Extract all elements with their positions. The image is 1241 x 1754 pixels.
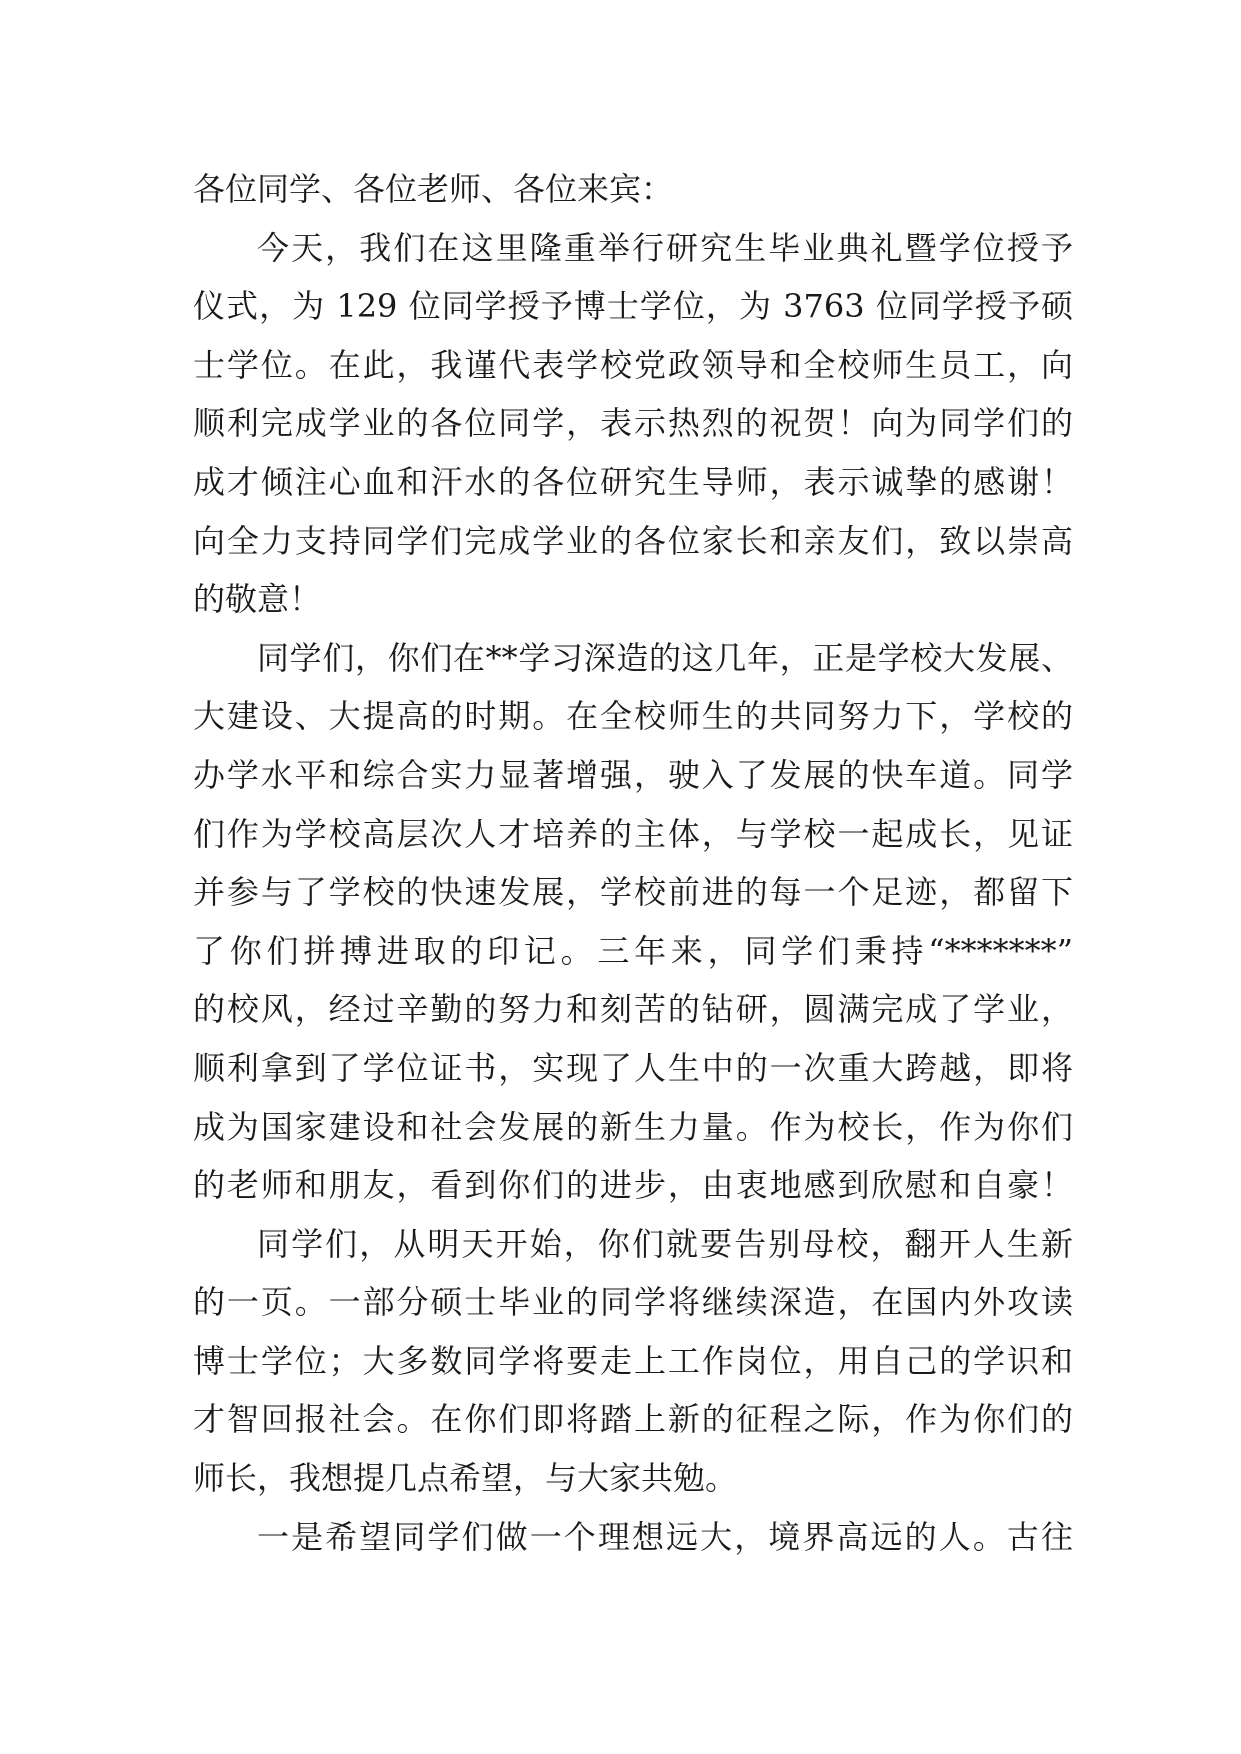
text-line: 士学位。在此，我谨代表学校党政领导和全校师生员工，向 (193, 345, 1073, 384)
text-line: 同学们，你们在**学习深造的这几年，正是学校大发展、 (257, 638, 1073, 677)
text-line: 顺利拿到了学位证书，实现了人生中的一次重大跨越，即将 (193, 1048, 1073, 1087)
text-line: 才智回报社会。在你们即将踏上新的征程之际，作为你们的 (193, 1400, 1073, 1439)
text-line: 师长，我想提几点希望，与大家共勉。 (193, 1459, 738, 1498)
text-line: 向全力支持同学们完成学业的各位家长和亲友们，致以崇高 (193, 521, 1073, 560)
text-line: 们作为学校高层次人才培养的主体，与学校一起成长，见证 (193, 814, 1073, 853)
text-line: 的敬意！ (193, 580, 322, 619)
text-line: 成才倾注心血和汗水的各位研究生导师，表示诚挚的感谢！ (193, 462, 1073, 501)
text-line: 的一页。一部分硕士毕业的同学将继续深造，在国内外攻读 (193, 1283, 1073, 1322)
text-line: 顺利完成学业的各位同学，表示热烈的祝贺！向为同学们的 (193, 404, 1073, 443)
text-line: 各位同学、各位老师、各位来宾： (193, 170, 674, 208)
text-line: 同学们，从明天开始，你们就要告别母校，翻开人生新 (257, 1224, 1073, 1263)
text-line: 的校风，经过辛勤的努力和刻苦的钻研，圆满完成了学业， (193, 990, 1073, 1029)
text-line: 一是希望同学们做一个理想远大，境界高远的人。古往 (257, 1517, 1073, 1556)
text-line: 今天，我们在这里隆重举行研究生毕业典礼暨学位授予 (257, 228, 1073, 267)
speech-body (193, 160, 1073, 1566)
text-line: 办学水平和综合实力显著增强，驶入了发展的快车道。同学 (193, 755, 1073, 794)
text-line: 的老师和朋友，看到你们的进步，由衷地感到欣慰和自豪！ (193, 1166, 1073, 1205)
text-line: 成为国家建设和社会发展的新生力量。作为校长，作为你们 (193, 1107, 1073, 1146)
text-line: 了你们拼搏进取的印记。三年来，同学们秉持“*******” (193, 931, 1073, 970)
text-line: 博士学位；大多数同学将要走上工作岗位，用自己的学识和 (193, 1341, 1073, 1380)
text-line: 并参与了学校的快速发展，学校前进的每一个足迹，都留下 (193, 873, 1073, 912)
text-line: 仪式，为 129 位同学授予博士学位，为 3763 位同学授予硕 (193, 287, 1073, 326)
text-line: 大建设、大提高的时期。在全校师生的共同努力下，学校的 (193, 697, 1073, 736)
